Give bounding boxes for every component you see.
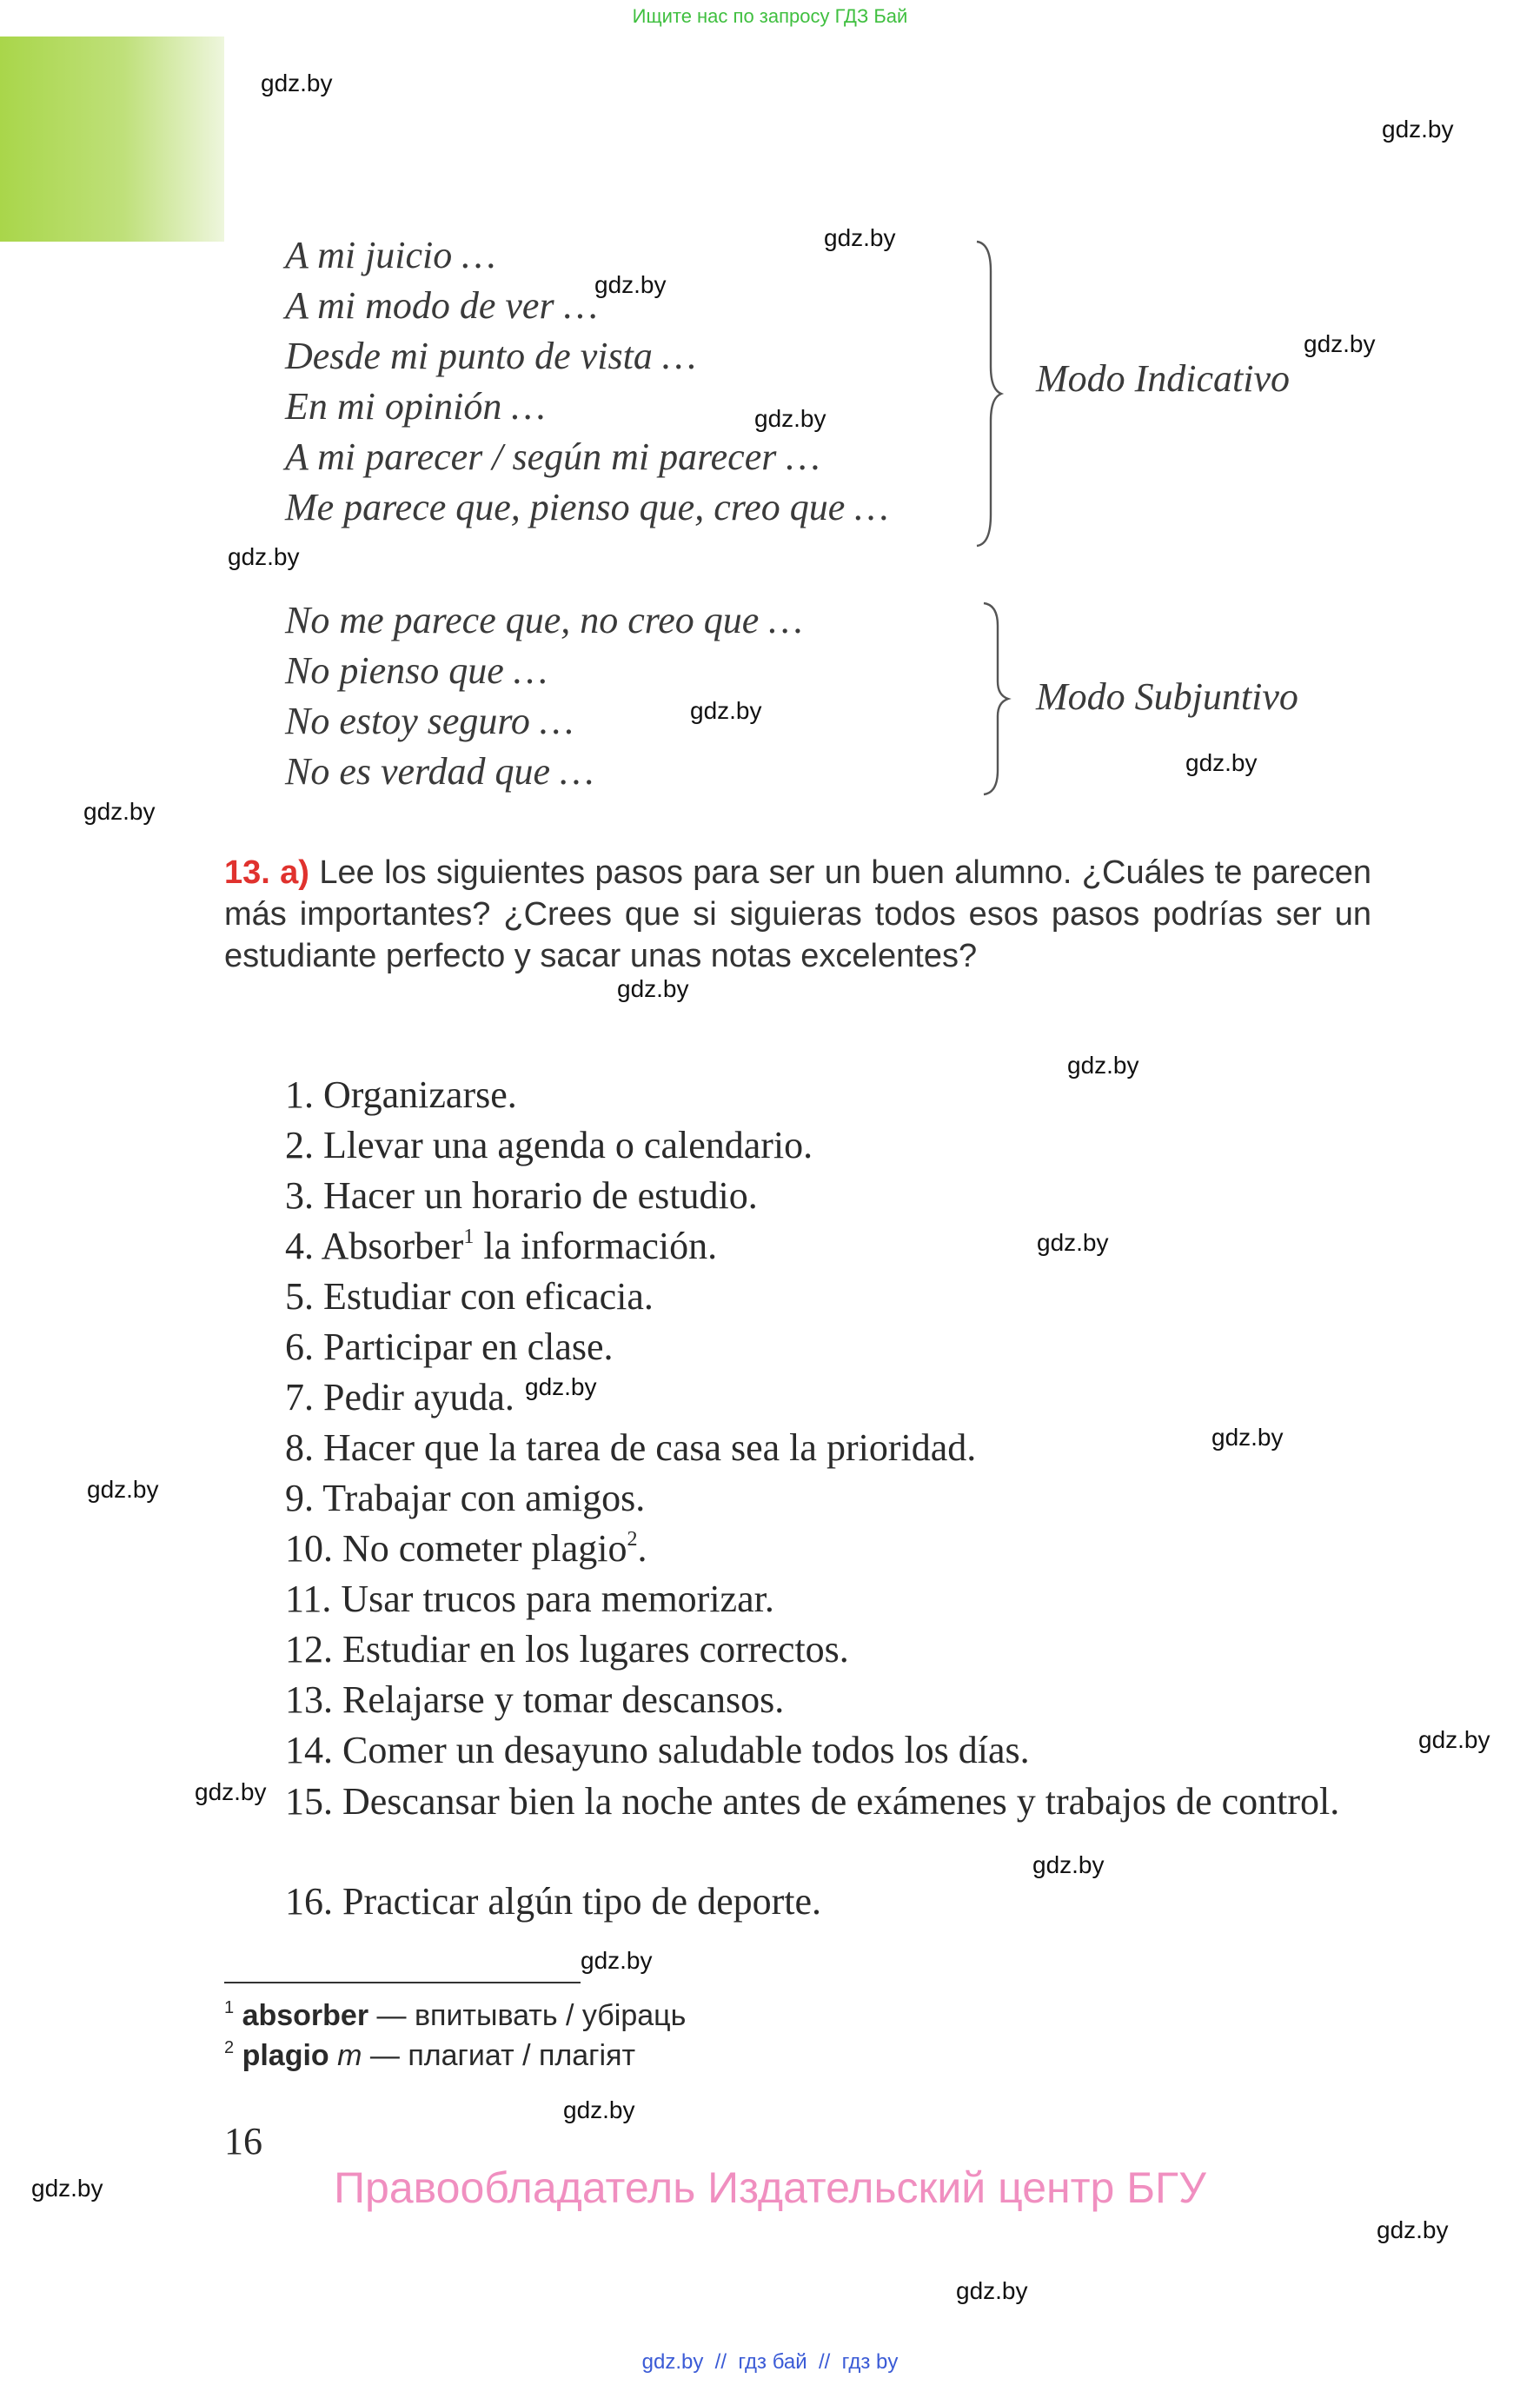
footnote-ref: 1 [463,1226,475,1248]
list-item: 2. Llevar una agenda o calendario. [285,1124,813,1166]
exercise-number: 13. a) [224,854,309,891]
list-item: 11. Usar trucos para memorizar. [285,1578,774,1620]
watermark: gdz.by [1037,1229,1109,1256]
indicativo-line: En mi opinión … [285,385,546,428]
top-banner: Ищите нас по запросу ГДЗ Бай [632,5,908,27]
list-item: 13. Relajarse y tomar descansos. [285,1678,785,1721]
watermark: gdz.by [1418,1726,1490,1753]
footnote [224,1999,686,2033]
list-item: 12. Estudiar en los lugares correctos. [285,1628,849,1671]
watermark: gdz.by [31,2175,103,2202]
watermark: gdz.by [617,975,689,1002]
list-item: 16. Practicar algún tipo de deporte. [285,1880,822,1923]
list-item: 14. Comer un desayuno saludable todos los días. [285,1729,1030,1771]
indicativo-line: A mi parecer / según mi parecer … [285,435,820,478]
step-tail: la información. [474,1225,718,1267]
list-item: 5. Estudiar con eficacia. [285,1275,654,1318]
subjuntivo-line: No pienso que … [285,649,548,692]
watermark: gdz.by [581,1947,653,1974]
watermark: gdz.by [195,1778,267,1805]
watermark: gdz.by [563,2096,635,2123]
watermark: gdz.by [1211,1424,1284,1451]
subjuntivo-brace [980,600,1015,798]
green-corner-block [0,37,224,242]
subjuntivo-line: No es verdad que … [285,750,594,793]
step-text: 10. No cometer plagio [285,1527,627,1570]
watermark: gdz.by [1377,2216,1449,2243]
subjuntivo-label: Modo Subjuntivo [1036,675,1298,718]
watermark: gdz.by [261,70,333,96]
list-item: 6. Participar en clase. [285,1325,614,1368]
footnote-number: 1 [224,1998,235,2017]
watermark: gdz.by [956,2277,1028,2304]
watermark: gdz.by [690,697,762,724]
footnote-divider [224,1982,581,1983]
indicativo-line: A mi modo de ver … [285,284,598,327]
bottom-banner: gdz.by // гдз бай // гдз by [641,2350,899,2374]
list-item: 3. Hacer un horario de estudio. [285,1174,758,1217]
watermark: gdz.by [1382,116,1454,143]
indicativo-label: Modo Indicativo [1036,357,1291,400]
page-number: 16 [224,2120,262,2162]
subjuntivo-line: No me parece que, no creo que … [285,599,803,641]
footnote-text: — плагиат / плагіят [362,2039,636,2072]
watermark: gdz.by [228,543,300,570]
indicativo-brace [973,236,1008,551]
subjuntivo-line: No estoy seguro … [285,700,574,742]
watermark: gdz.by [824,224,896,251]
footnote-gender: m [337,2039,362,2072]
rights-holder: Правообладатель Издательский центр БГУ [334,2163,1206,2212]
footnote-term: absorber [242,1999,369,2032]
list-item: 8. Hacer que la tarea de casa sea la prioridad. [285,1426,977,1469]
indicativo-line: Me parece que, pienso que, creo que … [285,486,889,528]
footnote-number: 2 [224,2038,235,2057]
step-text: 4. Absorber [285,1225,464,1267]
list-item: 1. Organizarse. [285,1073,517,1116]
watermark: gdz.by [87,1476,159,1503]
watermark: gdz.by [1185,749,1258,776]
watermark: gdz.by [1304,330,1376,357]
footnote-term: plagio [242,2039,329,2072]
watermark: gdz.by [525,1373,597,1400]
indicativo-line: A mi juicio … [285,234,496,276]
exercise-text: Lee los siguientes pasos para ser un buen alumno. ¿Cuáles te parecen más importantes? ¿Crees que si siguieras todos esos pasos podrías ser un estudiante perfecto y sacar unas notas excelentes? [224,854,1372,974]
watermark: gdz.by [83,798,156,825]
watermark: gdz.by [594,271,667,298]
footnote [224,2039,635,2073]
watermark: gdz.by [1032,1851,1105,1878]
watermark: gdz.by [1067,1052,1139,1079]
list-item [285,1224,717,1268]
watermark: gdz.by [754,405,826,432]
list-item [285,1526,647,1571]
list-item: 9. Trabajar con amigos. [285,1477,646,1519]
step-tail: . [637,1527,647,1570]
footnote-text: — впитывать / убіраць [368,1999,687,2032]
list-item: 7. Pedir ayuda. [285,1376,514,1418]
footnote-ref: 2 [627,1528,638,1551]
indicativo-line: Desde mi punto de vista … [285,335,696,377]
list-item: 15. Descansar bien la noche antes de exámenes y trabajos de control. [285,1780,1340,1823]
exercise-instruction [224,852,1371,977]
